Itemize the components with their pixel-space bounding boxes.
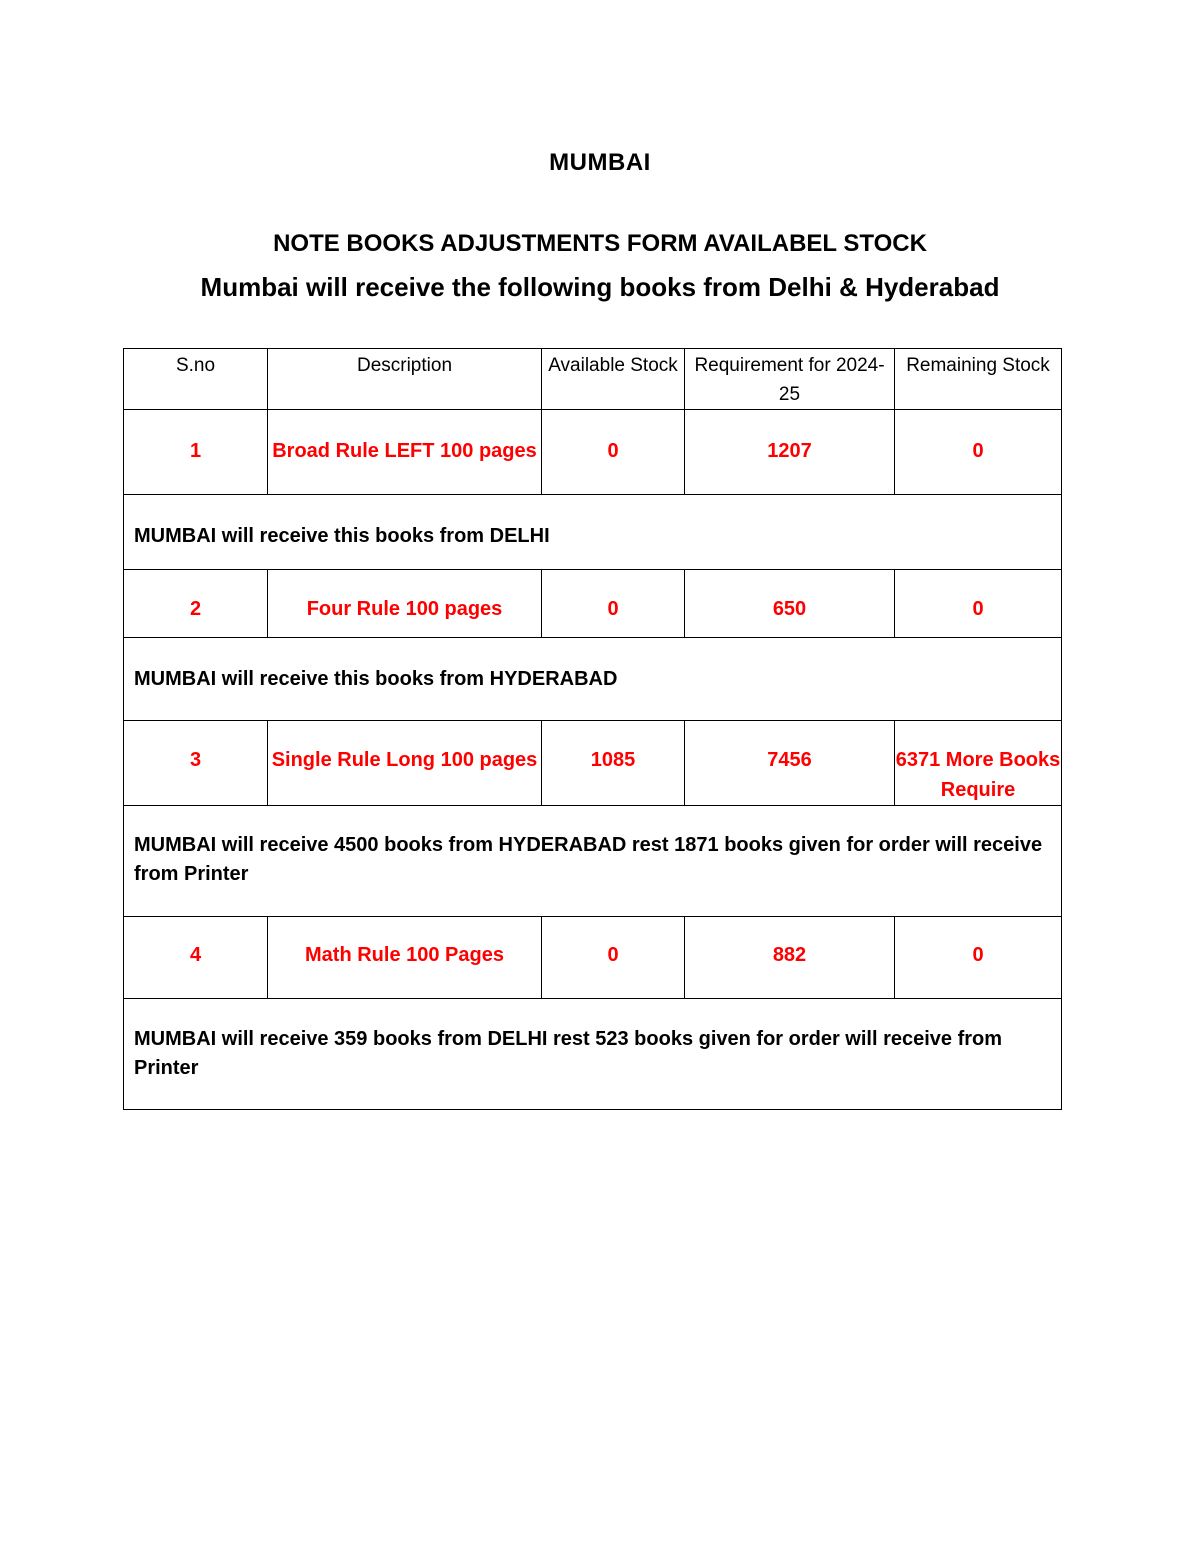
- cell-requirement: 1207: [685, 410, 895, 495]
- cell-description: Broad Rule LEFT 100 pages: [268, 410, 542, 495]
- stock-adjustment-table: [123, 348, 1062, 1110]
- table-row: [124, 917, 1062, 999]
- table-note-row: [124, 999, 1062, 1110]
- cell-requirement: 882: [685, 917, 895, 999]
- cell-sno: 1: [124, 410, 268, 495]
- cell-available-stock: 0: [542, 410, 685, 495]
- table-row: [124, 570, 1062, 638]
- cell-note: MUMBAI will receive this books from HYDERABAD: [124, 638, 1062, 721]
- cell-note: MUMBAI will receive 359 books from DELHI rest 523 books given for order will receive from Printer: [124, 999, 1062, 1110]
- page-city-title: MUMBAI: [549, 149, 651, 176]
- cell-description: Four Rule 100 pages: [268, 570, 542, 638]
- cell-note: MUMBAI will receive 4500 books from HYDERABAD rest 1871 books given for order will receive from Printer: [124, 806, 1062, 917]
- column-header-sno: S.no: [124, 349, 268, 410]
- cell-note: MUMBAI will receive this books from DELHI: [124, 495, 1062, 570]
- cell-description: Single Rule Long 100 pages: [268, 721, 542, 806]
- table-note-row: [124, 806, 1062, 917]
- cell-description: Math Rule 100 Pages: [268, 917, 542, 999]
- cell-requirement: 650: [685, 570, 895, 638]
- cell-requirement: 7456: [685, 721, 895, 806]
- table-row: [124, 721, 1062, 806]
- cell-remaining-stock: 0: [895, 570, 1062, 638]
- cell-remaining-stock: 6371 More Books Require: [895, 721, 1062, 806]
- cell-available-stock: 0: [542, 917, 685, 999]
- form-subtitle: Mumbai will receive the following books from Delhi & Hyderabad: [200, 272, 1000, 302]
- cell-sno: 2: [124, 570, 268, 638]
- cell-remaining-stock: 0: [895, 410, 1062, 495]
- cell-sno: 4: [124, 917, 268, 999]
- cell-sno: 3: [124, 721, 268, 806]
- table-row: [124, 410, 1062, 495]
- cell-available-stock: 0: [542, 570, 685, 638]
- table-note-row: [124, 638, 1062, 721]
- column-header-requirement: Requirement for 2024-25: [685, 349, 895, 410]
- table-header-row: [124, 349, 1062, 410]
- cell-remaining-stock: 0: [895, 917, 1062, 999]
- form-title: NOTE BOOKS ADJUSTMENTS FORM AVAILABEL STOCK: [273, 230, 927, 257]
- cell-available-stock: 1085: [542, 721, 685, 806]
- column-header-description: Description: [268, 349, 542, 410]
- column-header-available-stock: Available Stock: [542, 349, 685, 410]
- column-header-remaining-stock: Remaining Stock: [895, 349, 1062, 410]
- table-note-row: [124, 495, 1062, 570]
